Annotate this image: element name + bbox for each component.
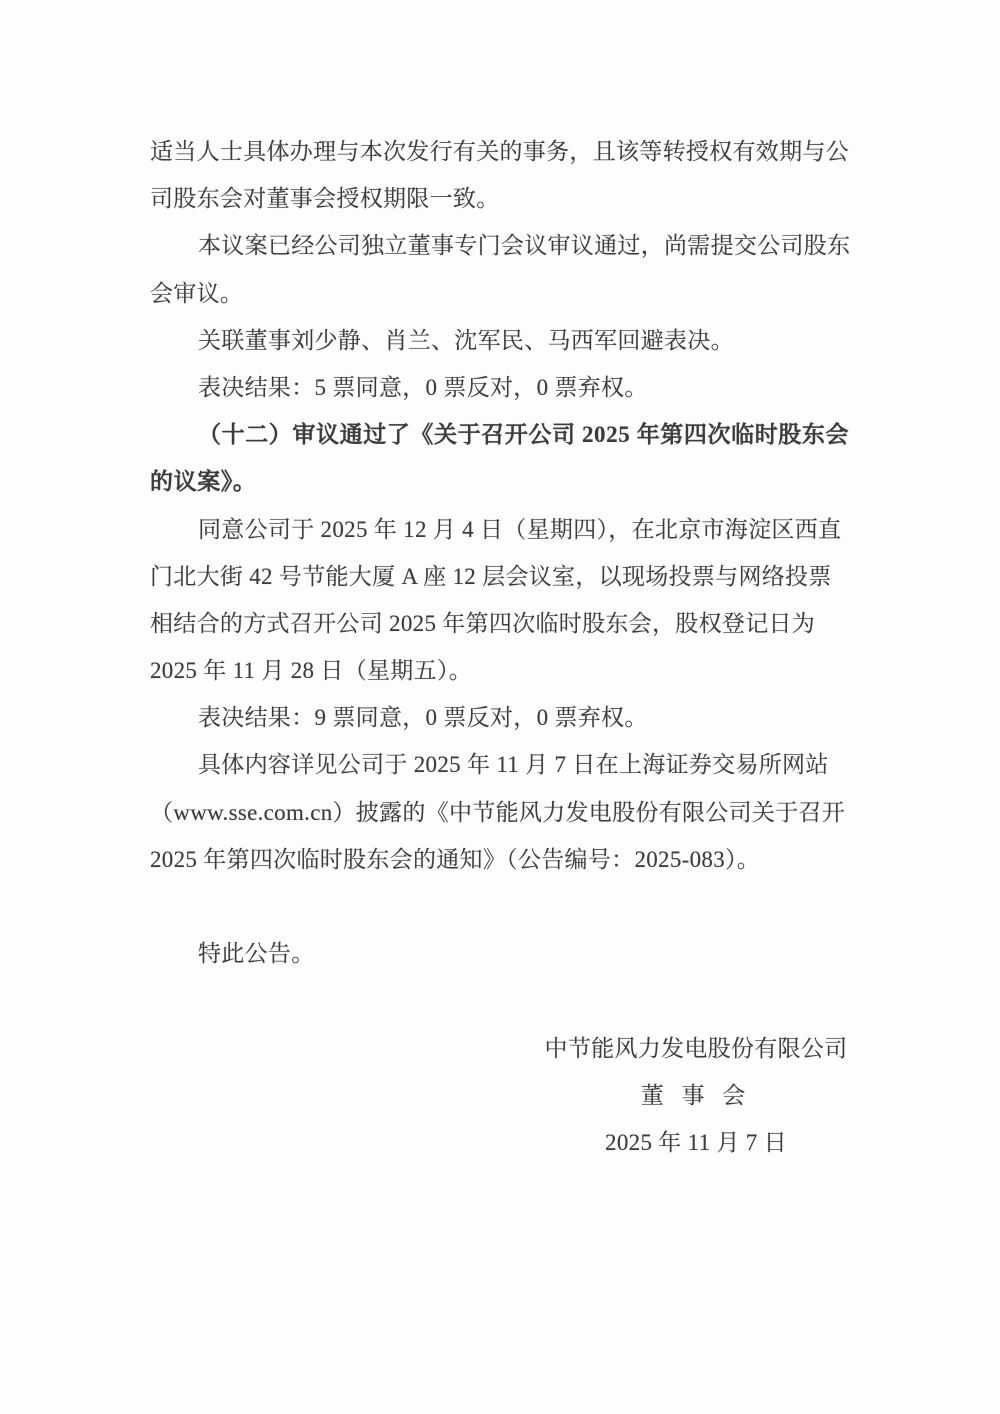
spacer	[150, 977, 850, 1024]
agenda-item-heading-line: （十二）审议通过了《关于召开公司 2025 年第四次临时股东会	[198, 422, 850, 448]
agenda-item-heading-line: 的议案》。	[150, 469, 257, 495]
body-text-line: 司股东会对董事会授权期限一致。	[150, 186, 500, 212]
body-text-line: 本议案已经公司独立董事专门会议审议通过，尚需提交公司股东	[198, 233, 851, 259]
body-text-line: 2025 年 11 月 28 日（星期五）。	[150, 658, 472, 684]
body-text-line: 门北大街 42 号节能大厦 A 座 12 层会议室，以现场投票与网络投票	[150, 563, 832, 589]
announcement-body	[150, 128, 850, 1166]
spacer	[150, 883, 850, 930]
body-text-line: （www.sse.com.cn）披露的《中节能风力发电股份有限公司关于召开	[150, 799, 846, 825]
body-text-line: 相结合的方式召开公司 2025 年第四次临时股东会，股权登记日为	[150, 610, 816, 636]
vote-result-line: 表决结果：9 票同意，0 票反对，0 票弃权。	[198, 705, 648, 731]
body-text-line: 适当人士具体办理与本次发行有关的事务，且该等转授权有效期与公	[150, 139, 849, 164]
body-text-line: 会审议。	[150, 280, 244, 306]
body-text-line: 具体内容详见公司于 2025 年 11 月 7 日在上海证券交易所网站	[198, 752, 829, 778]
vote-result-line: 表决结果：5 票同意，0 票反对，0 票弃权。	[198, 374, 648, 400]
closing-statement: 特此公告。	[198, 941, 315, 967]
signature-block	[542, 1025, 850, 1167]
signature-date: 2025 年 11 月 7 日	[605, 1129, 787, 1155]
signature-board-label: 董 事 会	[640, 1082, 752, 1108]
body-text-line: 2025 年第四次临时股东会的通知》（公告编号：2025-083）。	[150, 846, 761, 872]
related-directors-line: 关联董事刘少静、肖兰、沈军民、马西军回避表决。	[198, 327, 734, 353]
body-text-line: 同意公司于 2025 年 12 月 4 日（星期四），在北京市海淀区西直	[198, 516, 842, 542]
signature-company-name: 中节能风力发电股份有限公司	[544, 1035, 848, 1061]
